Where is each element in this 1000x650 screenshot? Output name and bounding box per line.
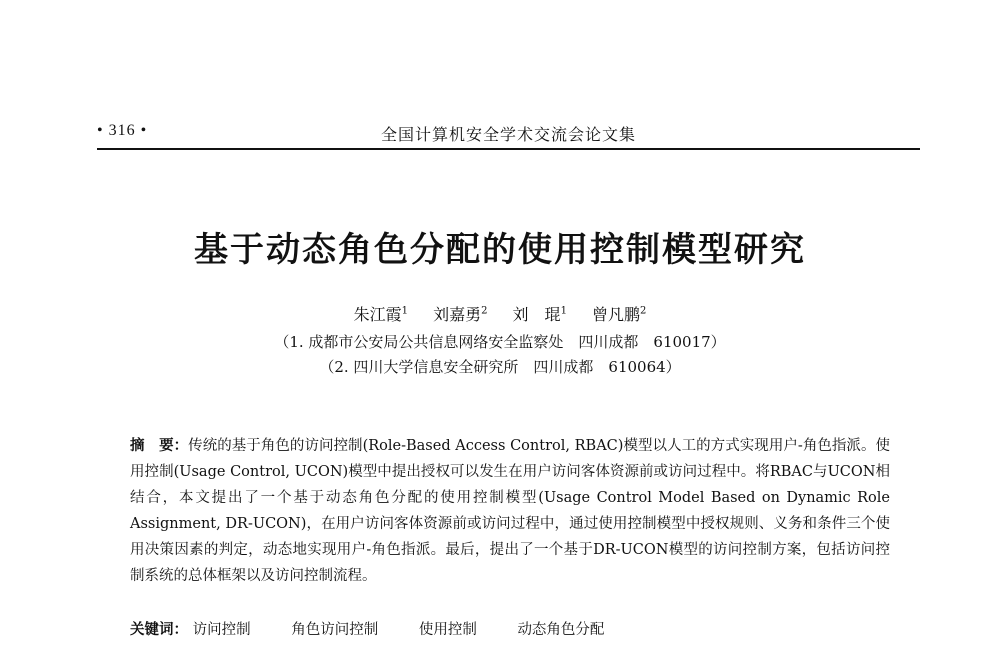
- keyword: 动态角色分配: [517, 622, 605, 638]
- page-header: [97, 122, 920, 148]
- affiliation-mark: 2: [481, 305, 488, 317]
- affiliation-mark: 2: [640, 305, 647, 317]
- affiliation-mark: 1: [401, 305, 408, 317]
- keyword: 角色访问控制: [291, 622, 379, 638]
- page-number: • 316 •: [97, 122, 148, 139]
- abstract-text: 传统的基于角色的访问控制(Role-Based Access Control, RBAC)模型以人工的方式实现用户-角色指派。使用控制(Usage Control, UCON)模型中提出授权可以发生在用户访问客体资源前或访问过程中。将RBAC与UCON相结合，本文提出了一个基于动态角色分配的使用控制模型(Usage Control Model Based on Dynamic Role Assignment, DR-UCON)，在用户访问客体资源前或访问过程中，通过使用控制模型中授权规则、义务和条件三个使用决策因素的判定，动态地实现用户-角色指派。最后，提出了一个基于DR-UCON模型的访问控制方案，包括访问控制系统的总体框架以及访问控制流程。: [130, 438, 891, 584]
- running-title: 全国计算机安全学术交流会论文集: [380, 125, 636, 144]
- keyword: 使用控制: [418, 622, 477, 638]
- abstract: [130, 433, 890, 589]
- author-name: 刘 琨: [512, 305, 561, 324]
- keywords: [130, 619, 890, 641]
- author-list: [0, 302, 1000, 325]
- affiliation-2: （2. 四川大学信息安全研究所 四川成都 610064）: [319, 358, 681, 376]
- author: [354, 302, 408, 325]
- author-name: 刘嘉勇: [433, 305, 482, 324]
- author: [433, 302, 487, 325]
- keyword: 访问控制: [192, 622, 251, 638]
- author: [513, 302, 567, 325]
- paper-title: 基于动态角色分配的使用控制模型研究: [194, 230, 806, 270]
- keywords-label: 关键词：: [130, 622, 188, 638]
- affiliation-1: （1. 成都市公安局公共信息网络安全监察处 四川成都 610017）: [274, 333, 726, 351]
- author-name: 曾凡鹏: [592, 305, 641, 324]
- header-rule: [97, 148, 920, 150]
- author: [592, 302, 646, 325]
- affiliation-mark: 1: [560, 305, 567, 317]
- abstract-label: 摘 要：: [130, 438, 189, 454]
- author-name: 朱江霞: [353, 305, 402, 324]
